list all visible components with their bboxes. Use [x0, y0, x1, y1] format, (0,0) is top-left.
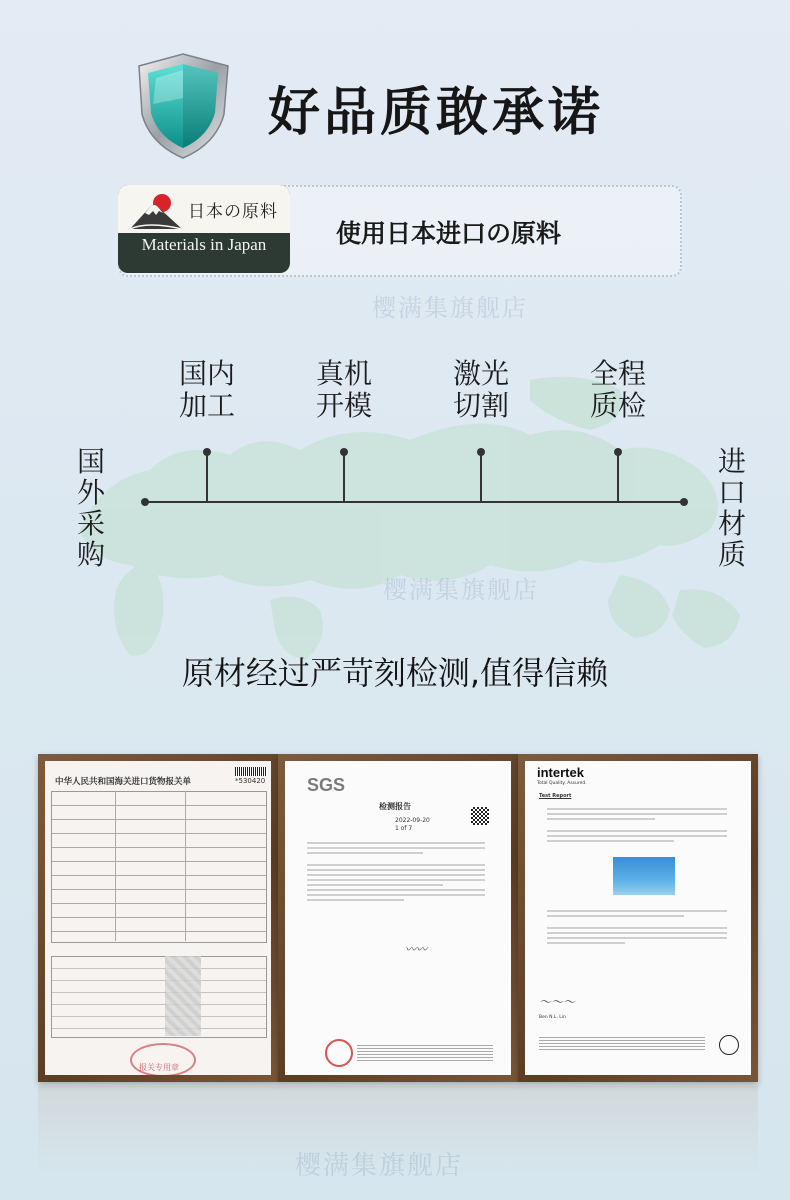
slogan: 原材经过严苛刻检测,值得信赖 [181, 654, 609, 692]
sgs-logo: SGS [307, 775, 346, 795]
barcode [235, 767, 267, 776]
sample-photo [613, 857, 675, 895]
watermark-map: 樱满集旗舰店 [383, 576, 539, 604]
intertek-signature: 〜〜〜 [539, 995, 576, 1009]
watermark: 樱满集旗舰店 [372, 294, 528, 322]
customs-form-grid [51, 791, 267, 943]
qr-code [471, 807, 489, 825]
sgs-certificate: SGS 检测报告 2022-09-20 1 of 7 〰〰 [278, 754, 518, 1082]
process-start-label: 国 外 采 购 [76, 445, 105, 571]
reflection [38, 1086, 278, 1176]
watermark-bottom: 樱满集旗舰店 [295, 1151, 464, 1181]
customs-cert-title: 中华人民共和国海关进口货物报关单 [55, 777, 192, 787]
page-title: 好品质敢承诺 [268, 83, 605, 143]
intertek-logo: intertek [537, 765, 584, 780]
cnas-seal [325, 1039, 353, 1067]
japan-materials-badge [118, 185, 290, 273]
process-end-label: 进 口 材 质 [717, 445, 746, 571]
step-laser-cutting: 激光 切割 [452, 357, 509, 422]
step-quality-inspection: 全程 质检 [589, 357, 646, 422]
badge-jp-label: 日本の原料 [188, 202, 278, 222]
process-timeline [130, 440, 700, 510]
mount-fuji-icon [128, 191, 184, 231]
customs-cert-number: *530420 [235, 777, 266, 785]
badge-description: 使用日本进口の原料 [336, 219, 562, 248]
shield-icon [136, 52, 231, 160]
badge-en-label: Materials in Japan [141, 235, 267, 254]
signature: 〰〰 [405, 943, 427, 956]
reflection [518, 1086, 758, 1176]
step-mold-opening: 真机 开模 [315, 357, 372, 422]
sgs-report-title: 检测报告 [379, 802, 411, 811]
step-domestic-processing: 国内 加工 [178, 357, 235, 422]
customs-item-table [51, 956, 267, 1038]
customs-certificate: 中华人民共和国海关进口货物报关单 *530420 报关专用章 [38, 754, 278, 1082]
blurred-area [165, 956, 201, 1036]
world-map [60, 357, 760, 670]
intertek-certificate: intertek Total Quality. Assured. Test Report 〜〜〜 Ben N.L. Lin [518, 754, 758, 1082]
intertek-seal-icon [719, 1035, 739, 1055]
